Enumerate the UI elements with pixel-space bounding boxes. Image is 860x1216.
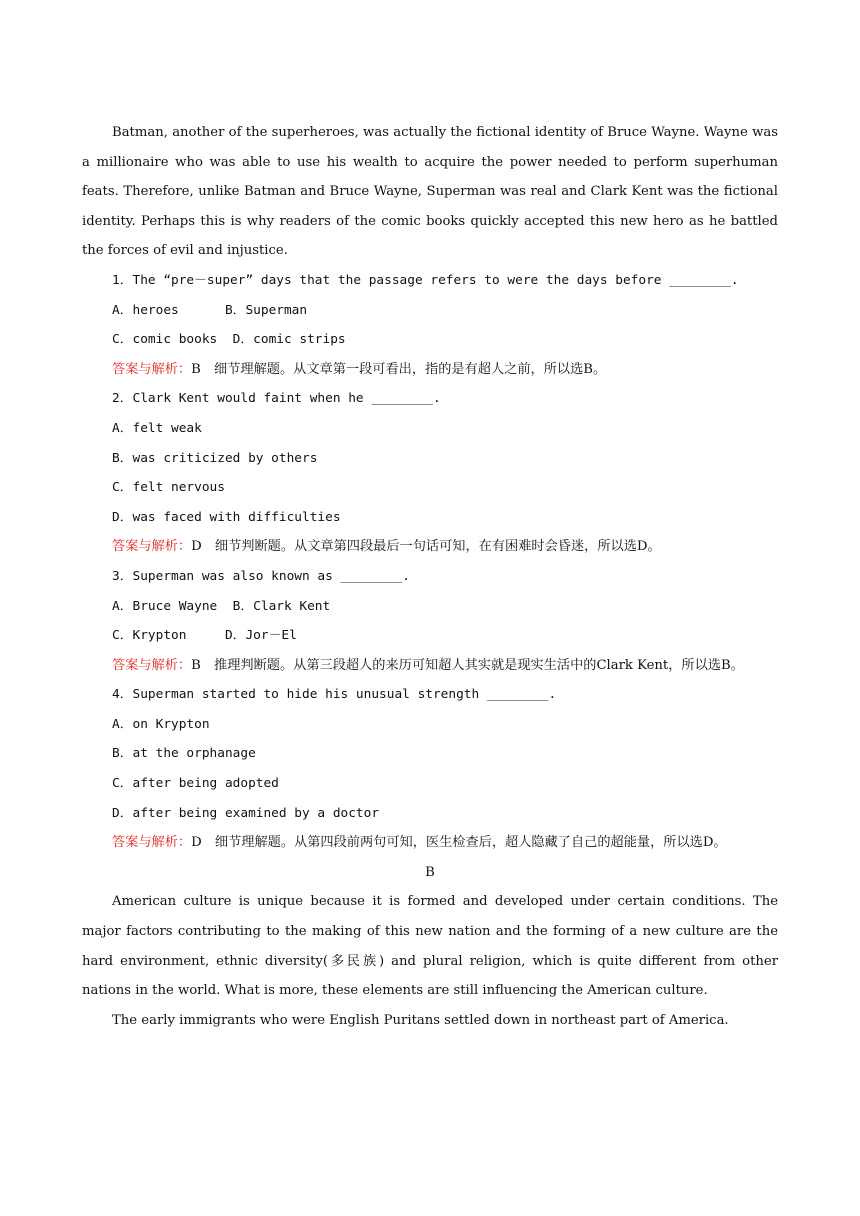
question-1-answer (82, 355, 778, 385)
question-1-option-row: A．heroes B．Superman (112, 302, 308, 318)
answer-label: 答案与解析： (112, 539, 192, 555)
question-4-option-d: D．after being examined by a doctor (112, 805, 380, 821)
question-4-stem: 4．Superman started to hide his unusual strength ________. (112, 687, 557, 703)
question-3-stem: 3．Superman was also known as ________. (112, 568, 410, 584)
question-3-answer (82, 651, 778, 681)
question-2-option-a: A．felt weak (112, 420, 202, 436)
answer-text: D 细节判断题。从文章第四段最后一句话可知，在有困难时会昏迷，所以选D。 (191, 539, 661, 555)
passage-a-paragraph: Batman, another of the superheroes, was actually the fictional identity of Bruce Wayne. Wayne was a millionaire who was able to use his wealth to acquire the power needed to perform superhuman feats. Therefore, unlike Batman and Bruce Wayne, Superman was real and Clark Kent was the fictional identity. Perhaps this is why readers of the comic books quickly accepted this new hero as he battled the forces of evil and injustice. (82, 125, 778, 259)
question-2 (82, 384, 778, 562)
question-4-option-a: A．on Krypton (112, 716, 210, 732)
question-1 (82, 266, 778, 384)
question-3-option-row: A．Bruce Wayne B．Clark Kent (112, 598, 331, 614)
answer-text: D 细节理解题。从第四段前两句可知，医生检查后，超人隐藏了自己的超能量，所以选D。 (191, 835, 727, 851)
question-4-answer (82, 828, 778, 858)
question-3-option-row: C．Krypton D．Jor－El (112, 628, 297, 644)
document-body (82, 118, 778, 1035)
answer-label: 答案与解析： (112, 361, 192, 377)
question-2-option-d: D．was faced with difficulties (112, 509, 341, 525)
answer-label: 答案与解析： (112, 657, 192, 673)
question-2-option-b: B．was criticized by others (112, 450, 318, 466)
answer-text: B 推理判断题。从第三段超人的来历可知超人其实就是现实生活中的Clark Kent，所以选B。 (191, 657, 744, 673)
question-1-stem: 1．The “pre－super” days that the passage refers to were the days before ________. (112, 272, 739, 288)
question-4-option-c: C．after being adopted (112, 776, 279, 792)
passage-b-paragraph-2: The early immigrants who were English Puritans settled down in northeast part of America. (112, 1012, 729, 1028)
question-3 (82, 562, 778, 680)
question-4 (82, 680, 778, 858)
section-b-heading: B (425, 864, 435, 880)
question-4-option-b: B．at the orphanage (112, 746, 256, 762)
passage-b-paragraph-1: American culture is unique because it is formed and developed under certain conditions. The major factors contributing to the making of this new nation and the forming of a new culture are the hard environment, ethnic diversity(多民族) and plural religion, which is quite different from other nations in the world. What is more, these elements are still influencing the American culture. (82, 894, 778, 999)
question-2-option-c: C．felt nervous (112, 480, 225, 496)
question-2-stem: 2．Clark Kent would faint when he ________. (112, 391, 441, 407)
question-2-answer (82, 532, 778, 562)
answer-label: 答案与解析： (112, 835, 192, 851)
answer-text: B 细节理解题。从文章第一段可看出，指的是有超人之前，所以选B。 (191, 361, 607, 377)
question-1-option-row: C．comic books D．comic strips (112, 332, 346, 348)
